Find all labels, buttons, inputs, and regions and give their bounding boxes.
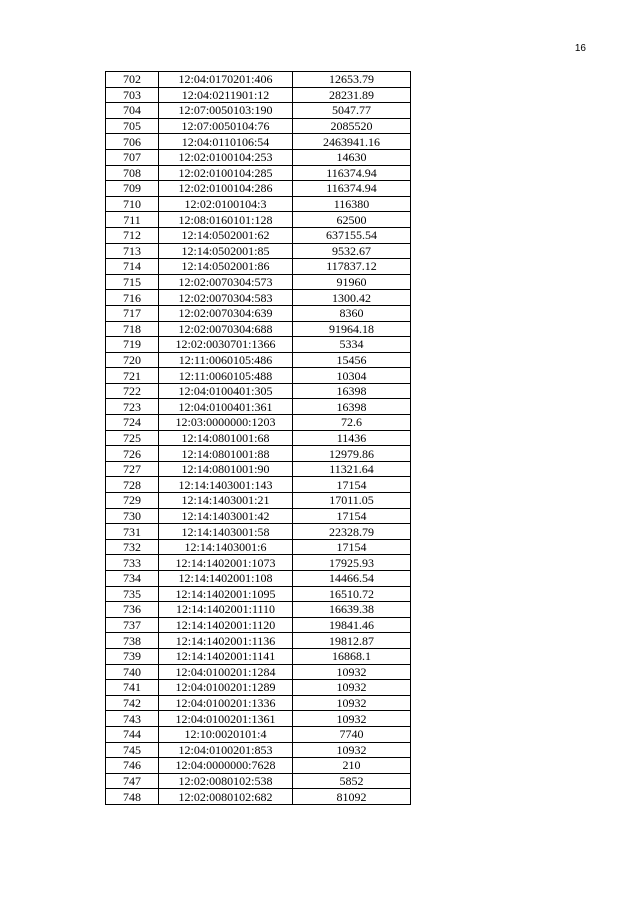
cadastral-number-cell: 12:11:0060105:486 <box>159 352 293 368</box>
row-number-cell: 739 <box>106 648 159 664</box>
cadastral-number-cell: 12:04:0100201:1284 <box>159 664 293 680</box>
table-row <box>106 337 411 353</box>
row-number-cell: 725 <box>106 430 159 446</box>
amount-cell: 17011.05 <box>293 493 411 509</box>
amount-cell: 7740 <box>293 726 411 742</box>
amount-cell: 10932 <box>293 742 411 758</box>
cadastral-number-cell: 12:04:0110106:54 <box>159 134 293 150</box>
row-number-cell: 742 <box>106 695 159 711</box>
cadastral-number-cell: 12:14:1402001:1120 <box>159 617 293 633</box>
amount-cell: 10932 <box>293 695 411 711</box>
row-number-cell: 710 <box>106 196 159 212</box>
table-row <box>106 571 411 587</box>
cadastral-number-cell: 12:02:0070304:583 <box>159 290 293 306</box>
cadastral-number-cell: 12:02:0080102:538 <box>159 773 293 789</box>
cadastral-number-cell: 12:04:0211901:12 <box>159 87 293 103</box>
table-row <box>106 274 411 290</box>
table-row <box>106 555 411 571</box>
table-row <box>106 664 411 680</box>
cadastral-number-cell: 12:10:0020101:4 <box>159 726 293 742</box>
cadastral-number-cell: 12:04:0100201:853 <box>159 742 293 758</box>
amount-cell: 10932 <box>293 664 411 680</box>
row-number-cell: 713 <box>106 243 159 259</box>
amount-cell: 10932 <box>293 711 411 727</box>
cadastral-number-cell: 12:14:0502001:86 <box>159 259 293 275</box>
row-number-cell: 711 <box>106 212 159 228</box>
row-number-cell: 741 <box>106 680 159 696</box>
amount-cell: 19812.87 <box>293 633 411 649</box>
amount-cell: 19841.46 <box>293 617 411 633</box>
amount-cell: 5047.77 <box>293 103 411 119</box>
table-row <box>106 695 411 711</box>
row-number-cell: 727 <box>106 461 159 477</box>
cadastral-number-cell: 12:04:0100201:1289 <box>159 680 293 696</box>
table-row <box>106 680 411 696</box>
amount-cell: 116374.94 <box>293 165 411 181</box>
cadastral-number-cell: 12:14:1403001:6 <box>159 539 293 555</box>
row-number-cell: 718 <box>106 321 159 337</box>
table-row <box>106 305 411 321</box>
cadastral-number-cell: 12:14:0502001:62 <box>159 227 293 243</box>
cadastral-number-cell: 12:04:0100401:305 <box>159 383 293 399</box>
cadastral-number-cell: 12:14:0502001:85 <box>159 243 293 259</box>
table-row <box>106 181 411 197</box>
amount-cell: 11436 <box>293 430 411 446</box>
table-row <box>106 212 411 228</box>
amount-cell: 72.6 <box>293 415 411 431</box>
amount-cell: 10304 <box>293 368 411 384</box>
cadastral-number-cell: 12:02:0100104:286 <box>159 181 293 197</box>
table-row <box>106 118 411 134</box>
amount-cell: 10932 <box>293 680 411 696</box>
row-number-cell: 719 <box>106 337 159 353</box>
row-number-cell: 730 <box>106 508 159 524</box>
row-number-cell: 746 <box>106 758 159 774</box>
table-row <box>106 399 411 415</box>
table-row <box>106 773 411 789</box>
amount-cell: 12979.86 <box>293 446 411 462</box>
table-row <box>106 383 411 399</box>
amount-cell: 16868.1 <box>293 648 411 664</box>
table-row <box>106 103 411 119</box>
table-row <box>106 789 411 805</box>
cadastral-number-cell: 12:08:0160101:128 <box>159 212 293 228</box>
cadastral-number-cell: 12:11:0060105:488 <box>159 368 293 384</box>
table-row <box>106 243 411 259</box>
row-number-cell: 702 <box>106 72 159 88</box>
table-row <box>106 477 411 493</box>
row-number-cell: 729 <box>106 493 159 509</box>
row-number-cell: 736 <box>106 602 159 618</box>
row-number-cell: 735 <box>106 586 159 602</box>
cadastral-number-cell: 12:04:0100401:361 <box>159 399 293 415</box>
amount-cell: 116380 <box>293 196 411 212</box>
table-row <box>106 524 411 540</box>
row-number-cell: 743 <box>106 711 159 727</box>
table-row <box>106 415 411 431</box>
row-number-cell: 745 <box>106 742 159 758</box>
amount-cell: 210 <box>293 758 411 774</box>
amount-cell: 116374.94 <box>293 181 411 197</box>
cadastral-number-cell: 12:14:1403001:21 <box>159 493 293 509</box>
cadastral-number-cell: 12:02:0030701:1366 <box>159 337 293 353</box>
cadastral-number-cell: 12:14:1402001:1110 <box>159 602 293 618</box>
row-number-cell: 705 <box>106 118 159 134</box>
cadastral-number-cell: 12:04:0000000:7628 <box>159 758 293 774</box>
table-row <box>106 430 411 446</box>
row-number-cell: 704 <box>106 103 159 119</box>
table-row <box>106 726 411 742</box>
amount-cell: 2085520 <box>293 118 411 134</box>
cadastral-number-cell: 12:02:0100104:285 <box>159 165 293 181</box>
row-number-cell: 734 <box>106 571 159 587</box>
amount-cell: 8360 <box>293 305 411 321</box>
cadastral-number-cell: 12:04:0170201:406 <box>159 72 293 88</box>
table-row <box>106 602 411 618</box>
cadastral-number-cell: 12:14:1402001:1136 <box>159 633 293 649</box>
row-number-cell: 707 <box>106 149 159 165</box>
row-number-cell: 703 <box>106 87 159 103</box>
amount-cell: 17925.93 <box>293 555 411 571</box>
table-row <box>106 617 411 633</box>
row-number-cell: 721 <box>106 368 159 384</box>
cadastral-number-cell: 12:14:1402001:1073 <box>159 555 293 571</box>
row-number-cell: 748 <box>106 789 159 805</box>
amount-cell: 5852 <box>293 773 411 789</box>
row-number-cell: 732 <box>106 539 159 555</box>
row-number-cell: 733 <box>106 555 159 571</box>
amount-cell: 17154 <box>293 508 411 524</box>
cadastral-number-cell: 12:02:0080102:682 <box>159 789 293 805</box>
amount-cell: 12653.79 <box>293 72 411 88</box>
amount-cell: 2463941.16 <box>293 134 411 150</box>
amount-cell: 62500 <box>293 212 411 228</box>
amount-cell: 91964.18 <box>293 321 411 337</box>
row-number-cell: 738 <box>106 633 159 649</box>
amount-cell: 117837.12 <box>293 259 411 275</box>
cadastral-number-cell: 12:04:0100201:1361 <box>159 711 293 727</box>
page-number: 16 <box>574 43 586 54</box>
table-row <box>106 196 411 212</box>
table-row <box>106 72 411 88</box>
row-number-cell: 731 <box>106 524 159 540</box>
table-row <box>106 711 411 727</box>
row-number-cell: 712 <box>106 227 159 243</box>
amount-cell: 14630 <box>293 149 411 165</box>
row-number-cell: 747 <box>106 773 159 789</box>
amount-cell: 9532.67 <box>293 243 411 259</box>
row-number-cell: 717 <box>106 305 159 321</box>
table-row <box>106 539 411 555</box>
amount-cell: 1300.42 <box>293 290 411 306</box>
row-number-cell: 716 <box>106 290 159 306</box>
table-row <box>106 648 411 664</box>
cadastral-number-cell: 12:02:0100104:253 <box>159 149 293 165</box>
amount-cell: 11321.64 <box>293 461 411 477</box>
cadastral-number-cell: 12:14:0801001:88 <box>159 446 293 462</box>
cadastral-number-cell: 12:14:1403001:42 <box>159 508 293 524</box>
cadastral-number-cell: 12:07:0050104:76 <box>159 118 293 134</box>
cadastral-number-cell: 12:14:0801001:68 <box>159 430 293 446</box>
table-body <box>106 72 411 805</box>
row-number-cell: 740 <box>106 664 159 680</box>
row-number-cell: 728 <box>106 477 159 493</box>
table-row <box>106 227 411 243</box>
table-row <box>106 87 411 103</box>
cadastral-number-cell: 12:03:0000000:1203 <box>159 415 293 431</box>
cadastral-number-cell: 12:02:0100104:3 <box>159 196 293 212</box>
amount-cell: 16398 <box>293 383 411 399</box>
table-row <box>106 742 411 758</box>
row-number-cell: 744 <box>106 726 159 742</box>
table-row <box>106 321 411 337</box>
table-row <box>106 149 411 165</box>
cadastral-number-cell: 12:14:0801001:90 <box>159 461 293 477</box>
row-number-cell: 708 <box>106 165 159 181</box>
cadastral-number-cell: 12:07:0050103:190 <box>159 103 293 119</box>
amount-cell: 91960 <box>293 274 411 290</box>
amount-cell: 5334 <box>293 337 411 353</box>
row-number-cell: 706 <box>106 134 159 150</box>
amount-cell: 22328.79 <box>293 524 411 540</box>
row-number-cell: 714 <box>106 259 159 275</box>
row-number-cell: 722 <box>106 383 159 399</box>
table-row <box>106 633 411 649</box>
amount-cell: 16639.38 <box>293 602 411 618</box>
table-row <box>106 259 411 275</box>
amount-cell: 637155.54 <box>293 227 411 243</box>
table-row <box>106 446 411 462</box>
cadastral-number-cell: 12:02:0070304:639 <box>159 305 293 321</box>
table-row <box>106 461 411 477</box>
amount-cell: 28231.89 <box>293 87 411 103</box>
amount-cell: 16398 <box>293 399 411 415</box>
cadastral-number-cell: 12:14:1402001:1141 <box>159 648 293 664</box>
table-row <box>106 165 411 181</box>
amount-cell: 15456 <box>293 352 411 368</box>
row-number-cell: 726 <box>106 446 159 462</box>
amount-cell: 17154 <box>293 539 411 555</box>
amount-cell: 16510.72 <box>293 586 411 602</box>
row-number-cell: 724 <box>106 415 159 431</box>
table-row <box>106 368 411 384</box>
table-row <box>106 758 411 774</box>
cadastral-number-cell: 12:14:1402001:108 <box>159 571 293 587</box>
data-table <box>105 71 411 805</box>
table-row <box>106 508 411 524</box>
table-row <box>106 134 411 150</box>
cadastral-number-cell: 12:14:1403001:143 <box>159 477 293 493</box>
cadastral-number-cell: 12:04:0100201:1336 <box>159 695 293 711</box>
cadastral-number-cell: 12:02:0070304:573 <box>159 274 293 290</box>
cadastral-number-cell: 12:14:1402001:1095 <box>159 586 293 602</box>
row-number-cell: 709 <box>106 181 159 197</box>
amount-cell: 14466.54 <box>293 571 411 587</box>
cadastral-number-cell: 12:02:0070304:688 <box>159 321 293 337</box>
row-number-cell: 715 <box>106 274 159 290</box>
table-row <box>106 493 411 509</box>
table-row <box>106 586 411 602</box>
amount-cell: 81092 <box>293 789 411 805</box>
table-row <box>106 352 411 368</box>
cadastral-number-cell: 12:14:1403001:58 <box>159 524 293 540</box>
amount-cell: 17154 <box>293 477 411 493</box>
row-number-cell: 723 <box>106 399 159 415</box>
row-number-cell: 720 <box>106 352 159 368</box>
table-row <box>106 290 411 306</box>
row-number-cell: 737 <box>106 617 159 633</box>
